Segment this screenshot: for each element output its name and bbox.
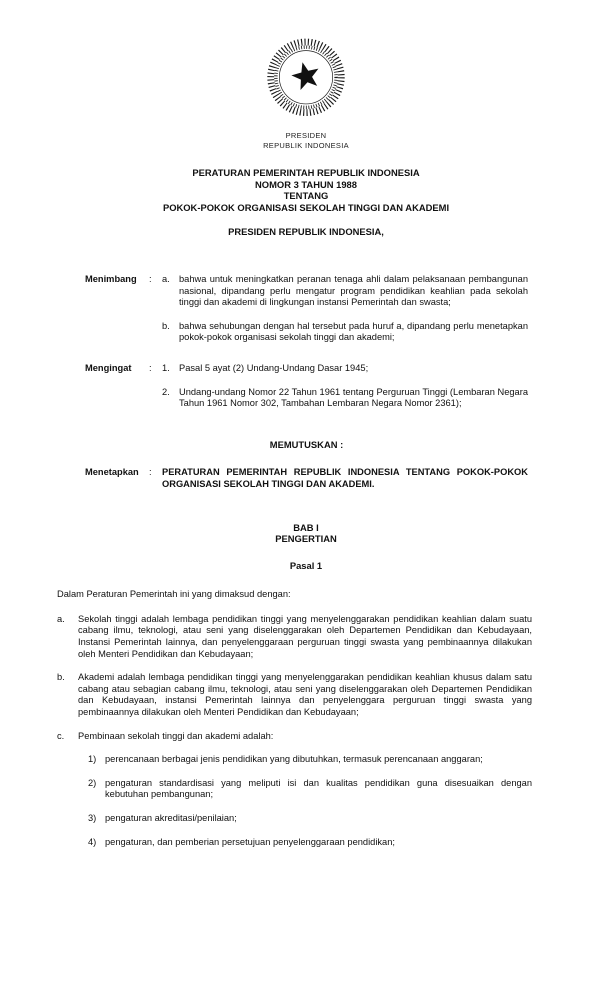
salutation: PRESIDEN REPUBLIK INDONESIA,	[228, 226, 384, 238]
mengingat-items	[162, 363, 528, 410]
definition-item-c-text: Pembinaan sekolah tinggi dan akademi adalah:	[78, 730, 274, 741]
pasal-1-body	[57, 589, 532, 848]
definition-item-b-text: Akademi adalah lembaga pendidikan tinggi yang menyelenggarakan pendidikan keahlian khusus dalam satu cabang atau sebagian cabang ilmu, teknologi, atau seni yang diselenggarakan oleh Departemen Pendidikan dan Kebudayaan, instansi Pemerintah lainnya dan penyelenggara perguruan tinggi swasta yang pembinaannya dilakukan oleh Menteri Pendidikan dan Kebudayaan;	[78, 672, 532, 718]
definition-item-b-marker: b.	[57, 672, 65, 683]
bab-title: PENGERTIAN	[275, 533, 337, 545]
definition-item-a-text: Sekolah tinggi adalah lembaga pendidikan tinggi yang menyelenggarakan pendidikan keahlian dalam suatu cabang ilmu, teknologi, atau seni yang diselenggarakan oleh Departemen Pendidikan dan Kebudayaan, Instansi Pemerintah lainnya, dan penyelenggaraan perguruan tinggi swasta yang pembinaannya dilakukan oleh Menteri Pendidikan dan Kebudayaan;	[78, 613, 532, 659]
pembinaan-sublist	[88, 754, 532, 848]
sub-item-4	[88, 837, 532, 849]
mengingat-item-2-marker: 2.	[162, 386, 170, 397]
mengingat-item-1-text: Pasal 5 ayat (2) Undang-Undang Dasar 1945;	[179, 362, 369, 373]
definition-item-c-marker: c.	[57, 730, 65, 741]
clause-mengingat	[85, 363, 528, 410]
mengingat-colon: :	[149, 362, 152, 373]
sub-item-3-marker: 3)	[88, 813, 97, 823]
presidential-emblem	[0, 36, 612, 127]
letterhead-republik-indonesia: REPUBLIK INDONESIA	[263, 140, 349, 150]
document-title	[0, 167, 612, 213]
preamble-section	[85, 274, 528, 491]
pasal-1-intro: Dalam Peraturan Pemerintah ini yang dimaksud dengan:	[57, 589, 291, 600]
definition-item-a-marker: a.	[57, 613, 65, 624]
menetapkan-colon: :	[149, 467, 152, 478]
menimbang-item-b-text: bahwa sehubungan dengan hal tersebut pada huruf a, dipandang perlu menetapkan pokok-pokok organisasi sekolah tinggi dan akademi;	[179, 320, 528, 343]
clause-menimbang	[85, 274, 528, 344]
title-line-1: PERATURAN PEMERINTAH REPUBLIK INDONESIA	[192, 167, 420, 178]
title-line-2: NOMOR 3 TAHUN 1988	[255, 178, 357, 190]
title-line-4: POKOK-POKOK ORGANISASI SEKOLAH TINGGI DAN AKADEMI	[162, 201, 450, 213]
menimbang-item-a	[162, 274, 528, 309]
menimbang-items	[162, 274, 528, 344]
menetapkan-text: PERATURAN PEMERINTAH REPUBLIK INDONESIA TENTANG POKOK-POKOK ORGANISASI SEKOLAH TINGGI DAN AKADEMI.	[162, 467, 528, 489]
letterhead-presiden: PRESIDEN	[285, 131, 327, 140]
pasal-heading: Pasal 1	[289, 559, 323, 571]
menimbang-colon: :	[149, 273, 152, 284]
sub-item-3	[88, 813, 532, 825]
star-icon	[289, 59, 322, 91]
menimbang-item-a-text: bahwa untuk meningkatkan peranan tenaga ahli dalam pelaksanaan pembangunan nasional, dipandang perlu mengatur program pendidikan keahlian pada sekolah tinggi dan akademi di lingkungan instansi Pemerintah dan swasta;	[179, 273, 528, 308]
bab-number: BAB I	[293, 521, 319, 533]
sub-item-2-marker: 2)	[88, 777, 97, 788]
sub-item-1	[88, 754, 532, 766]
sub-item-1-text: perencanaan berbagai jenis pendidikan yang dibutuhkan, termasuk perencanaan anggaran;	[105, 754, 483, 765]
menimbang-item-b	[162, 321, 528, 344]
definition-item-a	[57, 614, 532, 660]
clause-menetapkan	[85, 467, 528, 490]
garuda-seal-icon	[262, 36, 350, 122]
menimbang-item-a-marker: a.	[162, 273, 170, 284]
sub-item-4-marker: 4)	[88, 836, 97, 847]
definition-item-b	[57, 672, 532, 718]
mengingat-item-1-marker: 1.	[162, 362, 170, 373]
sub-item-3-text: pengaturan akreditasi/penilaian;	[105, 813, 237, 823]
definition-item-c	[57, 731, 532, 743]
mengingat-item-1	[162, 363, 528, 375]
sub-item-4-text: pengaturan, dan pemberian persetujuan penyelenggaraan pendidikan;	[105, 836, 395, 847]
memutuskan-heading: MEMUTUSKAN :	[269, 438, 344, 450]
mengingat-item-2-text: Undang-undang Nomor 22 Tahun 1961 tentang Perguruan Tinggi (Lembaran Negara Tahun 1961 Nomor 302, Tambahan Lembaran Negara Nomor 2361);	[179, 386, 528, 409]
sub-item-1-marker: 1)	[88, 754, 97, 765]
menimbang-item-b-marker: b.	[162, 320, 170, 331]
sub-item-2	[88, 778, 532, 801]
menetapkan-label: Menetapkan	[85, 467, 139, 478]
title-line-3: TENTANG	[283, 190, 329, 202]
letterhead	[0, 131, 612, 150]
menimbang-label: Menimbang	[85, 273, 137, 284]
mengingat-item-2	[162, 387, 528, 410]
chapter-heading	[0, 522, 612, 545]
mengingat-label: Mengingat	[85, 362, 132, 373]
sub-item-2-text: pengaturan standardisasi yang meliputi isi dan kualitas pendidikan guna disesuaikan dengan kebutuhan pembangunan;	[105, 777, 532, 800]
